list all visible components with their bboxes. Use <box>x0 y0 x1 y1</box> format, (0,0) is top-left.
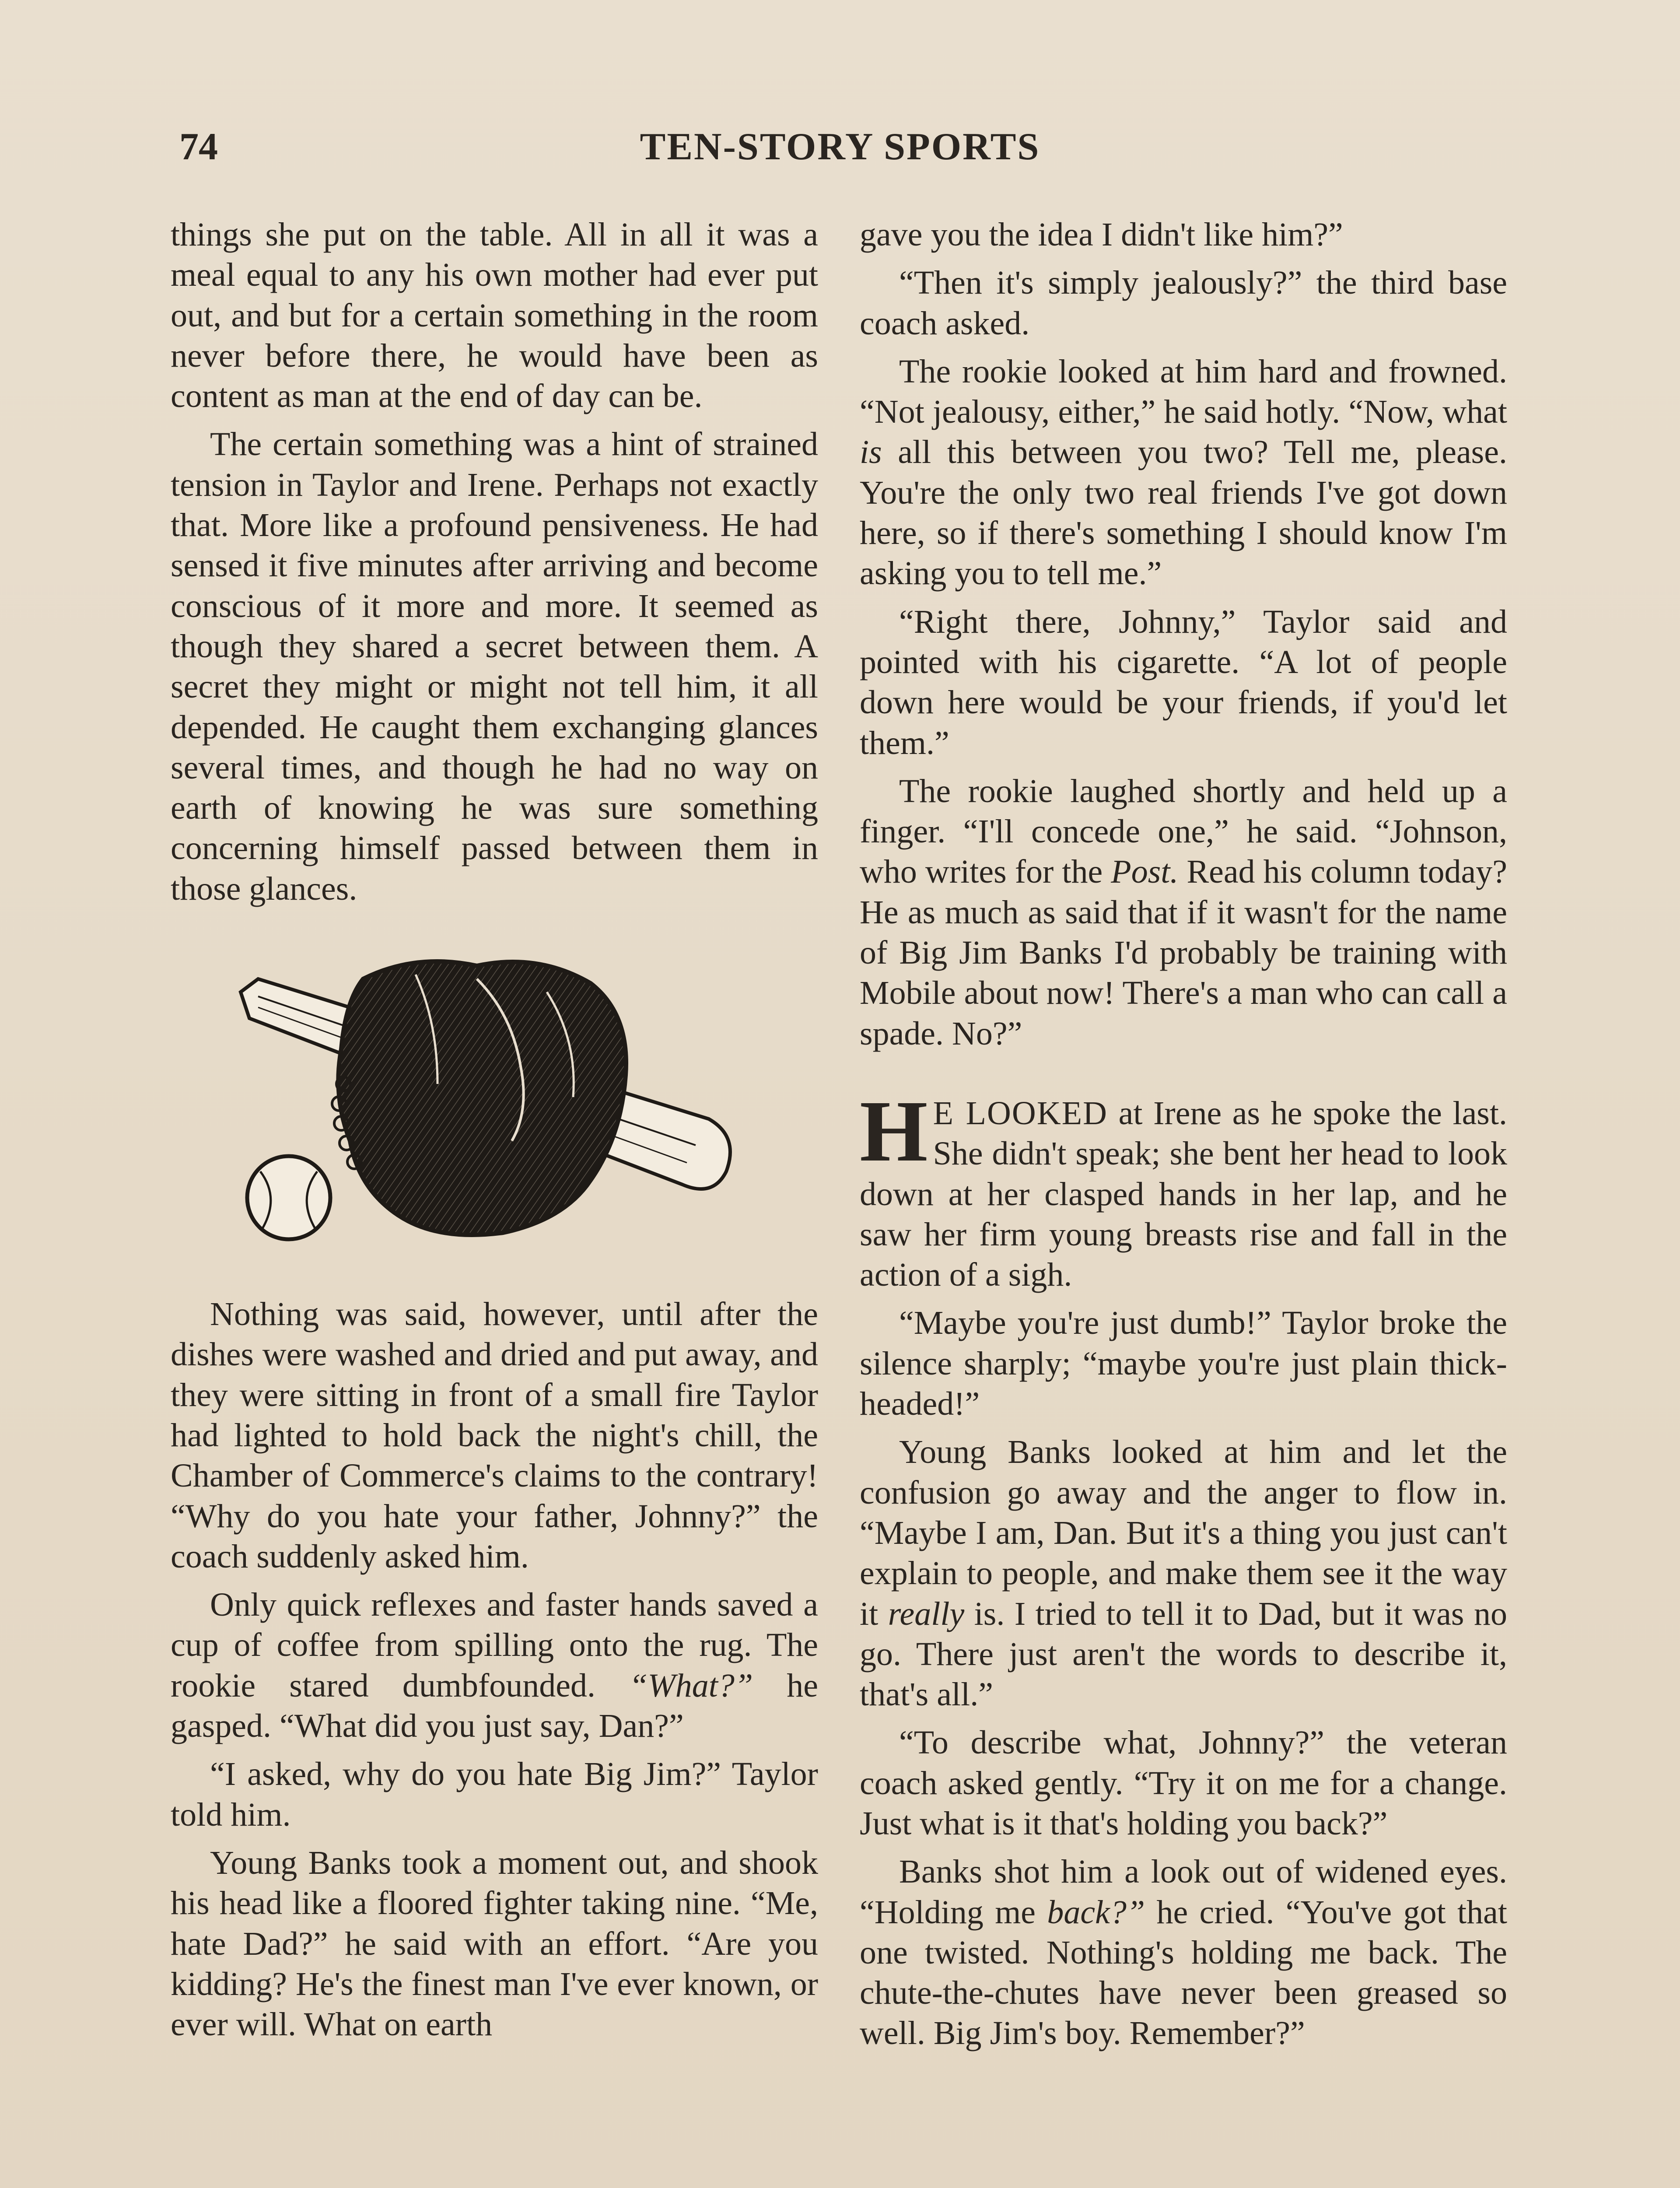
paragraph: “Then it's simply jealously?” the third base coach asked. <box>860 264 1507 342</box>
paragraph: The certain something was a hint of strained tension in Taylor and Irene. Perhaps not exactly that. More like a profound pensiveness. He had sensed it five minutes after arriving and become conscious of it more and more. It seemed as though they shared a secret between them. A secret they might or might not tell him, it all depended. He caught them exchanging glances several times, and though he had no way on earth of knowing he was sure something concerning himself passed between them in those glances. <box>171 426 818 907</box>
paragraph: Young Banks looked at him and let the confusion go away and the anger to flow in. “Maybe I am, Dan. But it's a thing you just can't explain to people, and make them see it the way it really is. I tried to tell it to Dad, but it was no go. There just aren't the words to describe it, that's all.” <box>860 1434 1507 1713</box>
page-number: 74 <box>179 126 218 168</box>
paragraph: “To describe what, Johnny?” the veteran coach asked gently. “Try it on me for a change. Just what is it that's holding you back?” <box>860 1724 1507 1842</box>
paragraph: Nothing was said, however, until after the dishes were washed and dried and put away, and they were sitting in front of a small fire Taylor had lighted to hold back the night's chill, the Chamber of Commerce's claims to the contrary! “Why do you hate your father, Johnny?” the coach suddenly asked him. <box>171 1296 818 1575</box>
page-header <box>171 125 1509 173</box>
drop-cap: H <box>860 1083 925 1180</box>
paragraph: gave you the idea I didn't like him?” <box>860 216 1343 253</box>
paragraph: “I asked, why do you hate Big Jim?” Taylor told him. <box>171 1756 818 1833</box>
paragraph: The rookie laughed shortly and held up a finger. “I'll concede one,” he said. “Johnson, who writes for the Post. Read his column today? He as much as said that if it wasn't for the name of Big Jim Banks I'd probably be training with Mobile about now! There's a man who can call a spade. No?” <box>860 772 1507 1052</box>
baseball-glove-illustration <box>171 926 818 1272</box>
section-opening-paragraph: H E LOOKED at Irene as he spoke the last. She didn't speak; she bent her head to look down at her clasped hands in her lap, and he saw her firm young breasts rise and fall in the action of a sigh. <box>860 1083 1508 1294</box>
paragraph: “Maybe you're just dumb!” Taylor broke the silence sharply; “maybe you're just plain thick-headed!” <box>860 1304 1507 1423</box>
right-column <box>860 214 1507 2054</box>
magazine-title: TEN-STORY SPORTS <box>640 126 1040 168</box>
paragraph: Only quick reflexes and faster hands saved a cup of coffee from spilling onto the rug. The rookie stared dumbfounded. “What?” he gasped. “What did you just say, Dan?” <box>171 1586 819 1745</box>
paragraph: The rookie looked at him hard and frowned. “Not jealousy, either,” he said hotly. “Now, what is all this between you two? Tell me, please. You're the only two real friends I've got down here, so if there's something I should know I'm asking you to tell me.” <box>860 353 1507 592</box>
paragraph: Young Banks took a moment out, and shook his head like a floored fighter taking nine. “Me, hate Dad?” he said with an effort. “Are you kidding? He's the finest man I've ever known, or ever will. What on earth <box>171 1844 818 2043</box>
paragraph: Banks shot him a look out of widened eyes. “Holding me back?” he cried. “You've got that one twisted. Nothing's holding me back. The chute-the-chutes have never been greased so well. Big Jim's boy. Remember?” <box>860 1853 1507 2052</box>
paragraph: things she put on the table. All in all it was a meal equal to any his own mother had ever put out, and but for a certain something in the room never before there, he would have been as content as man at the end of day can be. <box>171 216 818 415</box>
paragraph: “Right there, Johnny,” Taylor said and pointed with his cigarette. “A lot of people down here would be your friends, if you'd let them.” <box>860 603 1507 761</box>
left-column <box>171 214 818 2044</box>
glove-bat-ball-icon <box>232 953 757 1250</box>
